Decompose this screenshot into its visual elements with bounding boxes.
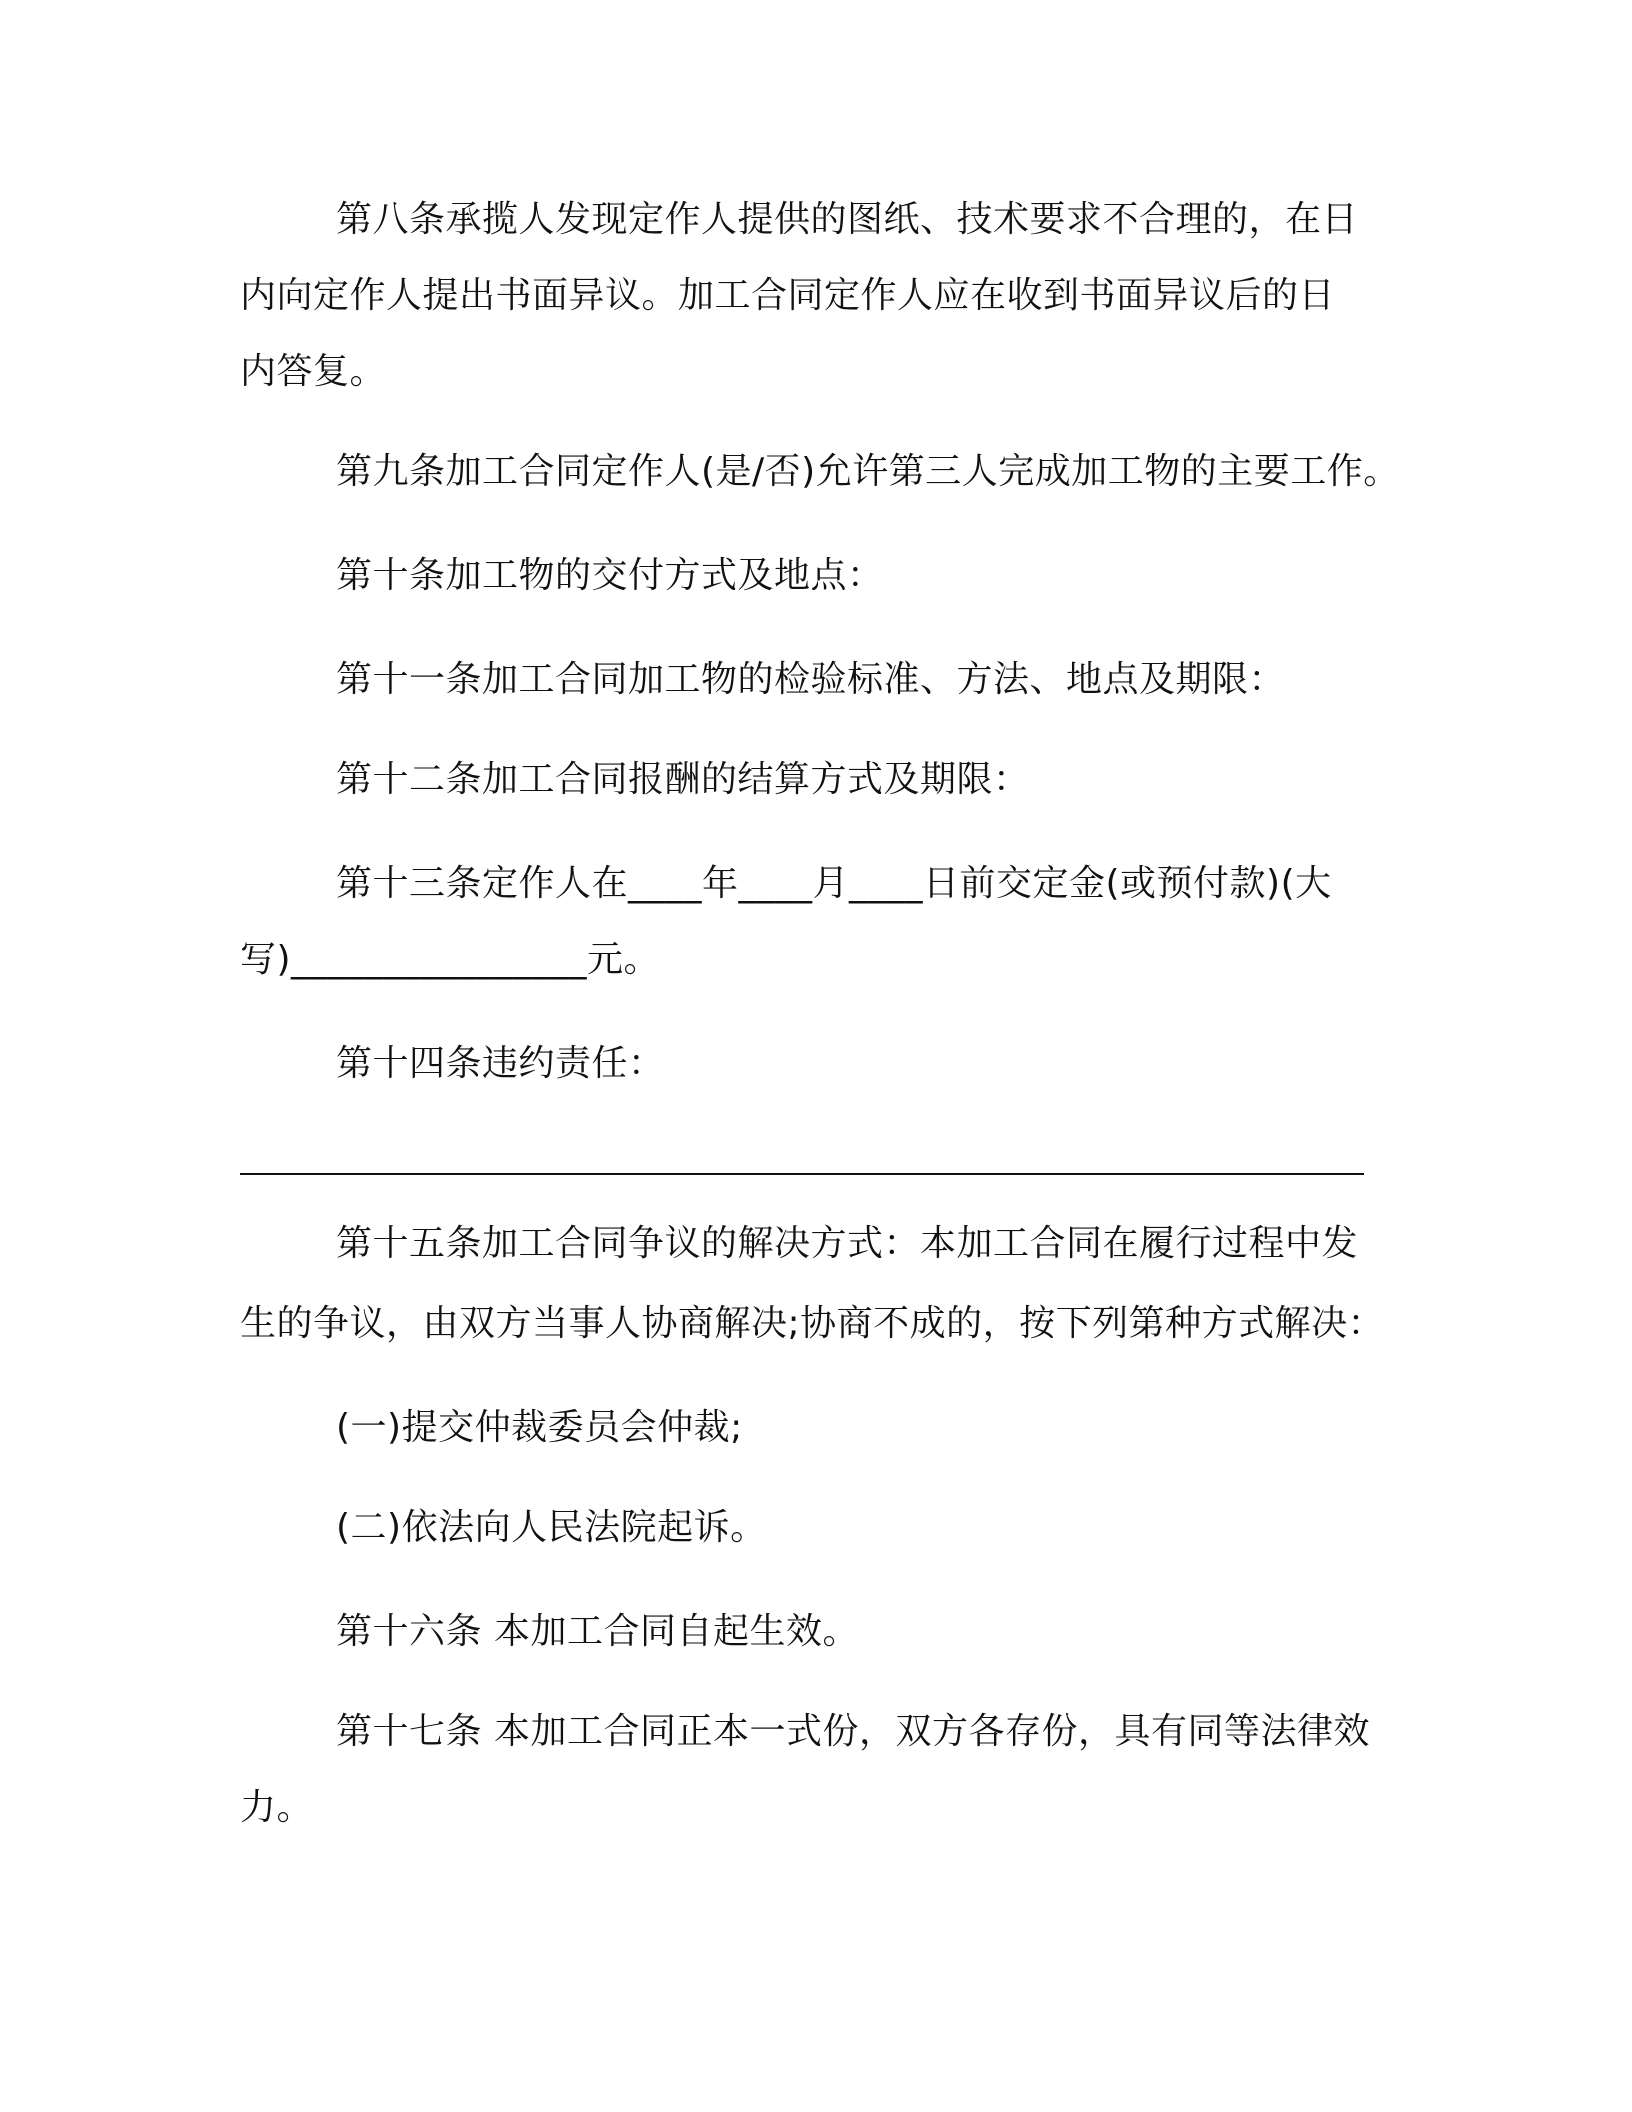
liability-blank-line <box>240 1173 1364 1175</box>
clause-15-line-1: 第十五条加工合同争议的解决方式：本加工合同在履行过程中发 <box>336 1223 1359 1264</box>
clause-15-line-2: 生的争议，由双方当事人协商解决;协商不成的，按下列第种方式解决： <box>240 1303 1385 1344</box>
dispute-option-1: (一)提交仲裁委员会仲裁; <box>336 1407 743 1448</box>
clause-11: 第十一条加工合同加工物的检验标准、方法、地点及期限： <box>336 659 1286 700</box>
dispute-option-2: (二)依法向人民法院起诉。 <box>336 1507 767 1548</box>
clause-13-line-2: 写)________________元。 <box>240 939 661 980</box>
clause-16: 第十六条 本加工合同自起生效。 <box>336 1611 859 1652</box>
clause-14: 第十四条违约责任： <box>336 1043 665 1084</box>
clause-8-line-3: 内答复。 <box>240 351 387 392</box>
clause-17-line-1: 第十七条 本加工合同正本一式份，双方各存份，具有同等法律效 <box>336 1711 1370 1752</box>
clause-10: 第十条加工物的交付方式及地点： <box>336 555 884 596</box>
clause-13-line-1: 第十三条定作人在____年____月____日前交定金(或预付款)(大 <box>336 863 1332 904</box>
clause-9: 第九条加工合同定作人(是/否)允许第三人完成加工物的主要工作。 <box>336 451 1400 492</box>
clause-8-line-1: 第八条承揽人发现定作人提供的图纸、技术要求不合理的，在日 <box>336 199 1359 240</box>
clause-17-line-2: 力。 <box>240 1787 314 1828</box>
clause-8-line-2: 内向定作人提出书面异议。加工合同定作人应在收到书面异议后的日 <box>240 275 1336 316</box>
clause-12: 第十二条加工合同报酬的结算方式及期限： <box>336 759 1030 800</box>
